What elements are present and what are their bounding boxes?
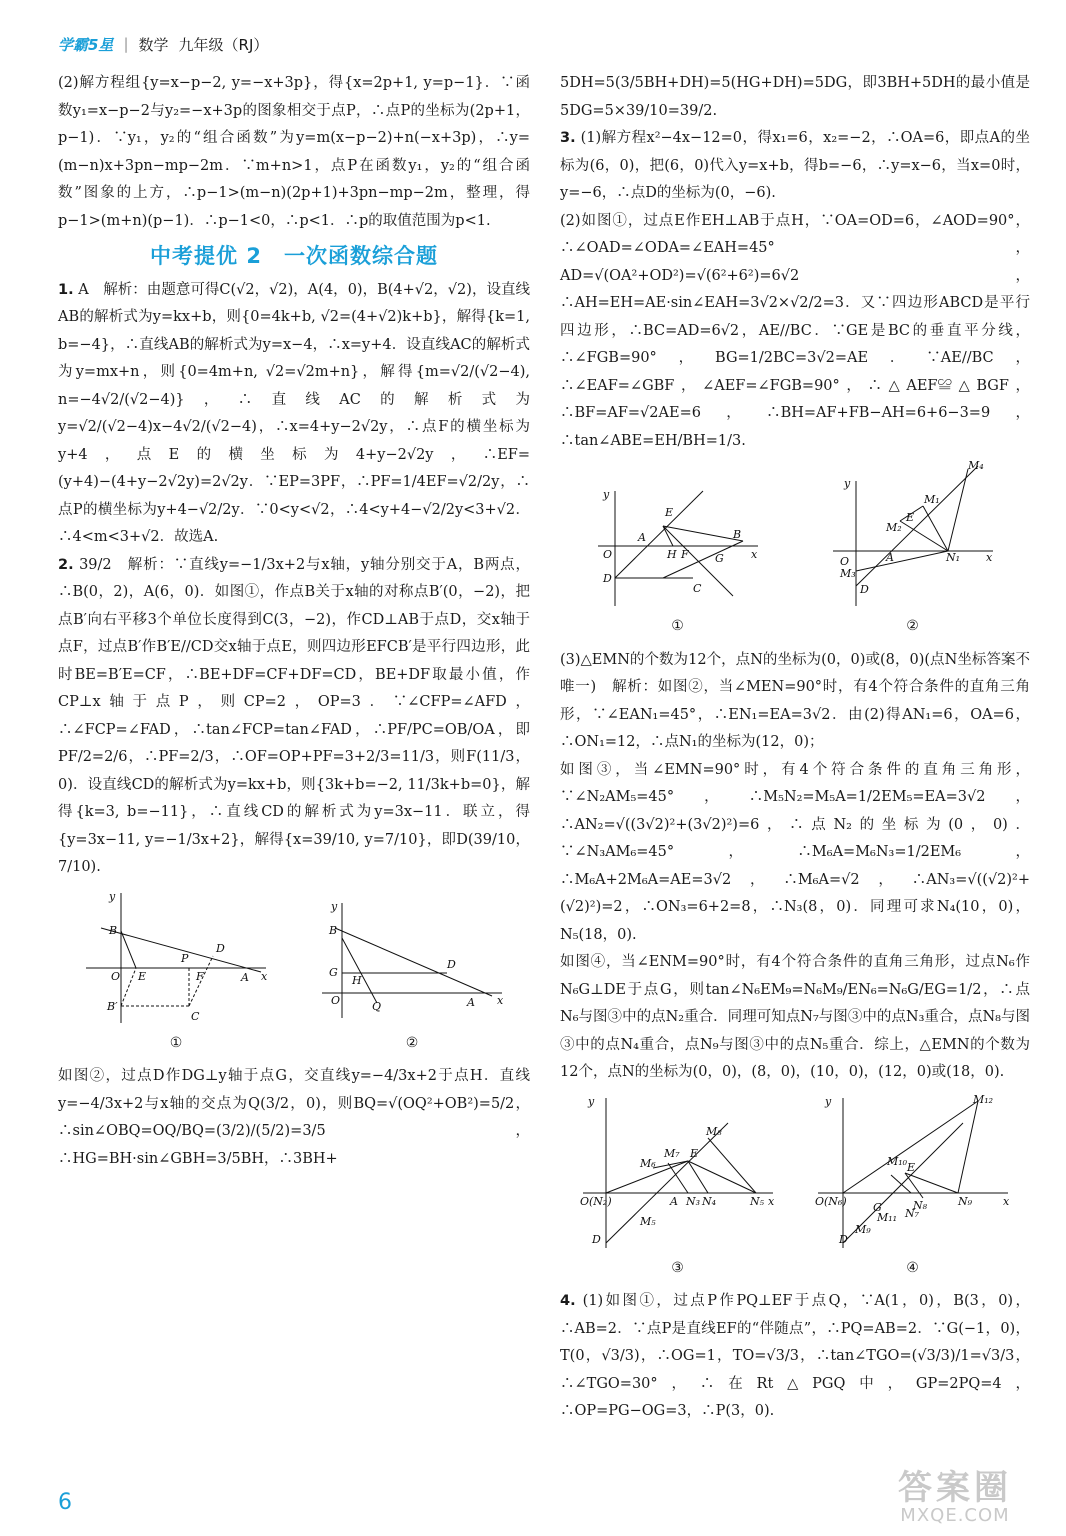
svg-text:M₅: M₅ [639,1214,656,1228]
q3-part4: 如图③，当∠EMN=90°时，有4个符合条件的直角三角形，∵∠N₂AM₅=45°，∴M₅N₂=M₅A=1/2EM₅=EA=3√2，∴AN₂=√((3√2)²+(3√2)²)=6，∴点N₂的坐标为(0，0)．∵∠N₃AM₆=45°，∴M₆A=M₆N₃=1/2EM₆，∴M₆A+2M₆A=AE=3√2，∴M₆A=√2，∴AN₃=√((√2)²+(√2)²)=2，∴ON₃=6+2=8，∴N₃(8，0)．同理可求N₄(10，0)，N₅(18，0). [560,761,1030,943]
q2-figure-2 [317,898,507,1058]
question-1 [58,277,530,552]
watermark-url: MXQE.COM [900,1505,1010,1526]
svg-text:Q: Q [372,999,382,1013]
svg-text:N₃: N₃ [685,1194,700,1208]
q2-fig2-diagram [317,898,507,1028]
svg-text:M₁₁: M₁₁ [876,1210,897,1224]
q2-figures [58,888,530,1058]
q2-figure-1 [81,888,271,1058]
grade-label: 九年级（RJ） [178,35,269,54]
svg-text:M₄: M₄ [967,461,984,472]
svg-text:E: E [664,506,673,519]
q3-figures-top [560,461,1030,641]
svg-text:E: E [905,511,914,524]
svg-text:x: x [767,1194,774,1208]
svg-text:y: y [587,1094,594,1108]
svg-text:B′: B′ [107,999,118,1013]
brand-logo: 学霸5星 [58,35,114,54]
q3-fig4-label: ④ [906,1259,919,1276]
svg-text:x: x [261,969,268,983]
svg-text:M₁: M₁ [923,493,940,506]
svg-text:M₂: M₂ [885,521,902,534]
question-4 [560,1288,1030,1426]
svg-text:B: B [732,528,741,541]
q3-fig2-label: ② [906,618,919,634]
q3-figure-1 [593,486,763,641]
svg-text:O: O [839,555,849,568]
watermark-title: 答案圈 [898,1468,1012,1508]
svg-text:x: x [750,548,757,561]
q3-part5: 如图④，当∠ENM=90°时，有4个符合条件的直角三角形，过点N₆作N₆G⊥DE于点G，则tan∠N₆EM₉=N₆M₉/EN₆=N₆G/EG=1/2，∴点N₆与图③中的点N₂重合．同理可知点N₇与图③中的点N₃重合，点N₈与图③中的点N₄重合，点N₉与图③中的点N₅重合．综上，△EMN的个数为12个，点N的坐标为(0，0)，(8，0)，(10，0)，(12，0)或(18，0). [560,954,1030,1080]
svg-text:D: D [447,957,456,971]
svg-text:N₇: N₇ [904,1206,919,1220]
watermark [860,1470,1050,1530]
page-header [58,30,268,58]
svg-text:C: C [692,582,701,595]
svg-text:M₆: M₆ [639,1156,656,1170]
q3-figure-3 [578,1093,778,1283]
svg-text:B: B [329,923,338,937]
svg-text:C: C [191,1009,200,1023]
svg-text:G: G [872,1200,882,1214]
svg-text:O(N₆): O(N₆) [814,1194,847,1208]
svg-text:N₄: N₄ [701,1194,716,1208]
svg-text:x: x [1002,1194,1009,1208]
svg-text:G: G [714,552,724,565]
left-column [58,70,530,1173]
question-3 [560,125,1030,208]
svg-text:D: D [859,583,869,596]
svg-text:D: D [591,1232,601,1246]
svg-text:y: y [824,1094,831,1108]
q1-solution: A 解析：由题意可得C(√2，√2)，A(4，0)，B(4+√2，√2)，设直线AB的解析式为y=kx+b，则{0=4k+b, √2=(4+√2)k+b}，解得{k=1, b=−4}，∴直线AB的解析式为y=x−4，∴x=y+4．设直线AC的解析式为y=mx+n，则{0=4m+n, √2=√2m+n}，解得{m=√2/(√2−4), n=−4√2/(√2−4)}，∴直线AC的解析式为y=√2/(√2−4)x−4√2/(√2−4)，∴x=4+y−2√2y，∴点F的横坐标为y+4，点E的横坐标为4+y−2√2y，∴EF=(y+4)−(4+y−2√2y)=2√2y．∵EP=3PF，∴PF=1/4EF=√2/2y，∴点P的横坐标为y+4−√2/2y．∵0<y<√2，∴4<y+4−√2/2y<3+√2．∴4<m<3+√2．故选A. [58,281,531,545]
svg-text:A: A [885,551,894,564]
q3-part3: (3)△EMN的个数为12个，点N的坐标为(0，0)或(8，0)(点N坐标答案不唯一) 解析：如图②，当∠MEN=90°时，有4个符合条件的直角三角形，∵∠EAN₁=45°，∴EN₁=EA=3√2．由(2)得AN₁=6，OA=6，∴ON₁=12，∴点N₁的坐标为(12，0)； [560,651,1030,750]
svg-text:N₈: N₈ [912,1198,927,1212]
q3-fig4-diagram [813,1093,1013,1253]
q2-solution-cont: 如图②，过点D作DG⊥y轴于点G，交直线y=−4/3x+2于点H．直线y=−4/3x+2与x轴的交点为Q(3/2，0)，则BQ=√(OQ²+OB²)=5/2，∴sin∠OBQ=OQ/BQ=(3/2)/(5/2)=3/5，∴HG=BH·sin∠GBH=3/5BH，∴3BH+ [58,1068,530,1167]
q3-number: 3. [560,130,576,146]
q3-part1: (1)解方程x²−4x−12=0，得x₁=6，x₂=−2，∴OA=6，即点A的坐标为(6，0)，把(6，0)代入y=x+b，得b=−6，∴y=x−6，当x=0时，y=−6，∴点D的坐标为(0，−6). [560,130,1031,201]
svg-text:D: D [216,941,225,955]
svg-text:O: O [111,969,121,983]
q3-figure-2 [828,461,998,641]
q3-fig3-label: ③ [671,1259,684,1276]
q3-figures-bottom [560,1093,1030,1283]
q4-number: 4. [560,1293,576,1309]
svg-text:F: F [680,548,689,561]
svg-text:O(N₂): O(N₂) [579,1194,612,1208]
q3-fig1-label: ① [671,618,684,634]
svg-text:G: G [329,965,338,979]
q2-solution-end: 5DH=5(3/5BH+DH)=5(HG+DH)=5DG，即3BH+5DH的最小值是5DG=5×39/10=39/2. [560,75,1030,119]
svg-text:M₃: M₃ [839,567,856,580]
q4-solution: (1)如图①，过点P作PQ⊥EF于点Q，∵A(1，0)，B(3，0)，∴AB=2．∵点P是直线EF的“伴随点”，∴PQ=AB=2．∵G(−1，0)，T(0，√3/3)，∴OG=1，TO=√3/3，∴tan∠TGO=(√3/3)/1=√3/3，∴∠TGO=30°，∴在Rt△PGQ中，GP=2PQ=4，∴OP=PG−OG=3，∴P(3，0). [560,1293,1031,1419]
svg-text:E: E [138,969,147,983]
page-number: 6 [58,1490,72,1515]
svg-text:y: y [843,477,850,490]
svg-text:D: D [838,1232,848,1246]
svg-text:B: B [109,923,118,937]
svg-text:E: E [906,1160,915,1174]
q3-figure-4 [813,1093,1013,1283]
q3-fig2-diagram [828,461,998,611]
svg-text:H: H [666,548,677,561]
svg-text:A: A [637,531,646,544]
q2-fig1-diagram [81,888,271,1028]
svg-text:D: D [602,572,612,585]
svg-text:N₉: N₉ [957,1194,972,1208]
svg-text:F: F [196,969,204,983]
svg-text:x: x [985,551,992,564]
q3-fig3-diagram [578,1093,778,1253]
header-divider: | [123,35,129,53]
svg-text:y: y [602,488,609,501]
right-column [560,70,1030,1426]
svg-text:M₈: M₈ [705,1124,722,1138]
question-2 [58,552,530,882]
q2-number: 2. [58,556,74,573]
subject-label: 数学 [138,35,169,54]
svg-text:A: A [241,970,249,984]
svg-text:A: A [669,1194,678,1208]
svg-text:E: E [689,1146,698,1160]
svg-text:M₉: M₉ [854,1222,871,1236]
section-title: 中考提优 2 一次函数综合题 [150,244,438,268]
q2-solution: 39/2 解析：∵直线y=−1/3x+2与x轴，y轴分别交于A，B两点，∴B(0，2)，A(6，0)．如图①，作点B关于x轴的对称点B′(0，−2)，把点B′向右平移3个单位长度得到C(3，−2)，作CD⊥AB于点D，交x轴于点F，过点B′作B′E//CD交x轴于点E，则四边形EFCB′是平行四边形，此时BE=B′E=CF，∴BE+DF=CF+DF=CD，BE+DF取最小值，作CP⊥x轴于点P，则CP=2，OP=3．∵∠CFP=∠AFD，∴∠FCP=∠FAD，∴tan∠FCP=tan∠FAD，∴PF/PC=OB/OA，即PF/2=2/6，∴PF=2/3，∴OF=OP+PF=3+2/3=11/3，则F(11/3，0)．设直线CD的解析式为y=kx+b，则{3k+b=−2, 11/3k+b=0}，解得{k=3, b=−11}，∴直线CD的解析式为y=3x−11．联立，得{y=3x−11, y=−1/3x+2}，解得{x=39/10, y=7/10}，即D(39/10，7/10). [58,556,531,875]
svg-text:H: H [352,973,362,987]
q-prev-part2: (2)解方程组{y=x−p−2, y=−x+3p}，得{x=2p+1, y=p−1}．∵函数y₁=x−p−2与y₂=−x+3p的图象相交于点P，∴点P的坐标为(2p+1，p−1)．∵y₁，y₂的“组合函数”为y=m(x−p−2)+n(−x+3p)，∴y=(m−n)x+3pn−mp−2m．∵m+n>1，点P在函数y₁，y₂的“组合函数”图象的上方，∴p−1>(m−n)(2p+1)+3pn−mp−2m，整理，得p−1>(m+n)(p−1)．∴p−1<0，∴p<1．∴p的取值范围为p<1. [58,75,530,229]
svg-text:A: A [467,995,475,1009]
svg-text:M₇: M₇ [663,1146,680,1160]
svg-text:P: P [181,951,189,965]
svg-text:x: x [497,993,504,1007]
q1-number: 1. [58,281,74,298]
svg-text:N₁: N₁ [945,551,960,564]
q3-fig1-diagram [593,486,763,611]
q3-part2: (2)如图①，过点E作EH⊥AB于点H，∵OA=OD=6，∠AOD=90°，∴∠OAD=∠ODA=∠EAH=45°，AD=√(OA²+OD²)=√(6²+6²)=6√2，∴AH=EH=AE·sin∠EAH=3√2×√2/2=3．又∵四边形ABCD是平行四边形，∴BC=AD=6√2，AE//BC．∵GE是BC的垂直平分线，∴∠FGB=90°，BG=1/2BC=3√2=AE．∵AE//BC，∴∠EAF=∠GBF，∠AEF=∠FGB=90°，∴△AEF≌△BGF，∴BF=AF=√2AE=6，∴BH=AF+FB−AH=6+6−3=9，∴tan∠ABE=EH/BH=1/3. [560,212,1030,449]
svg-text:y: y [331,899,338,913]
svg-text:M₁₀: M₁₀ [886,1154,907,1168]
q2-fig2-label: ② [405,1034,419,1051]
svg-text:O: O [602,548,612,561]
svg-text:y: y [109,889,116,903]
q2-fig1-label: ① [169,1034,183,1051]
svg-text:N₅: N₅ [749,1194,764,1208]
svg-text:M₁₂: M₁₂ [972,1092,993,1106]
svg-text:O: O [331,993,341,1007]
